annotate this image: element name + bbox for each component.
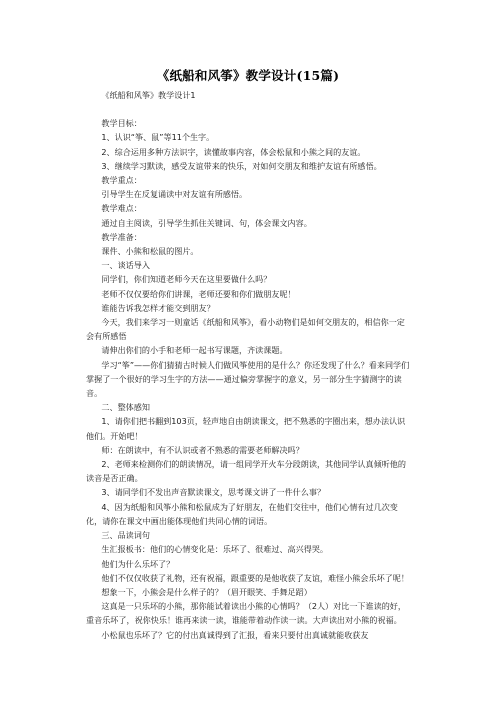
paragraph: 三、品读词句 [101,530,150,541]
paragraph: 同学们，你们知道老师今天在这里要做什么吗？ [101,274,272,285]
paragraph: 2、老师来检测你们的朗读情况，请一组同学开火车分段朗读，其他同学认真倾听他的读音是否正确。 [86,459,406,484]
paragraph: 今天，我们来学习一则童话《纸船和风筝》，看小动物们是如何交朋友的，相信你一定会有所感悟 [86,317,405,342]
paragraph: 小松鼠也乐坏了？它的付出真诚得到了汇报，看来只要付出真诚就能收获友 [101,629,369,640]
paragraph: 3、请同学们不发出声音默读课文，思考课文讲了一件什么事？ [101,487,326,498]
paragraph: 二、整体感知 [101,402,150,413]
paragraph: 3、继续学习默读，感受友谊带来的快乐，对如何交朋友和维护友谊有所感悟。 [101,160,382,171]
section-subtitle: 《纸船和风筝》教学设计1 [101,90,196,100]
paragraph: 教学难点： [101,203,142,214]
paragraph: 老师不仅仅要给你们讲课，老师还要和你们做朋友呢！ [101,288,296,299]
paragraph: 教学准备： [101,231,142,242]
paragraph: 这真是一只乐坏的小熊，那你能试着读出小熊的心情吗？（2人）对比一下谁读的好，重音乐坏了，祝你快乐！谁再来读一读，谁能带着动作读一读。大声读出对小熊的祝福。 [86,601,406,626]
paragraph: 学习“筝”——你们猜猜古时候人们做风筝使用的是什么？你还发现了什么？看来同学们掌握了一个很好的学习生字的方法——通过偏旁掌握字的意义，另一部分生字猜测字的读音。 [86,359,410,399]
paragraph: 想象一下，小熊会是什么样子的？（眉开眼笑、手舞足蹈） [101,586,312,597]
paragraph: 教学重点： [101,175,142,186]
paragraph: 请伸出你们的小手和老师一起书写课题，齐读课题。 [101,345,288,356]
paragraph: 生汇报板书：他们的心情变化是：乐坏了、很难过、高兴得哭。 [101,544,329,555]
paragraph: 2、综合运用多种方法识字，读懂故事内容，体会松鼠和小熊之间的友谊。 [101,146,366,157]
paragraph: 课件、小熊和松鼠的图片。 [101,246,199,257]
paragraph: 他们不仅仅收获了礼物，还有祝福，跟重要的是他收获了友谊，难怪小熊会乐坏了呢！ [101,572,409,583]
paragraph: 教学目标： [101,118,142,129]
document-title: 《纸船和风筝》教学设计(15篇) [156,68,340,83]
paragraph: 引导学生在反复诵读中对友谊有所感悟。 [101,189,248,200]
paragraph: 4、因为纸船和风筝小熊和松鼠成为了好朋友，在他们交往中，他们心情有过几次变化，请你在课文中画出能体现他们共同心情的词语。 [86,501,398,526]
paragraph: 通过自主阅读，引导学生抓住关键词、句，体会课文内容。 [101,217,312,228]
paragraph: 师：在朗读中，有不认识或者不熟悉的需要老师解决吗？ [101,444,304,455]
paragraph: 他们为什么乐坏了？ [101,558,175,569]
paragraph: 1、认识“筝、鼠”等11个生字。 [101,132,215,143]
document-body [86,88,410,642]
paragraph: 谁能告诉我怎样才能交到朋友？ [101,302,215,313]
paragraph: 1、请你们把书翻到103页，轻声地自由朗读课文，把不熟悉的字圈出来，想办法认识他们。开始吧！ [86,416,406,441]
paragraph: 一、谈话导入 [101,260,150,271]
